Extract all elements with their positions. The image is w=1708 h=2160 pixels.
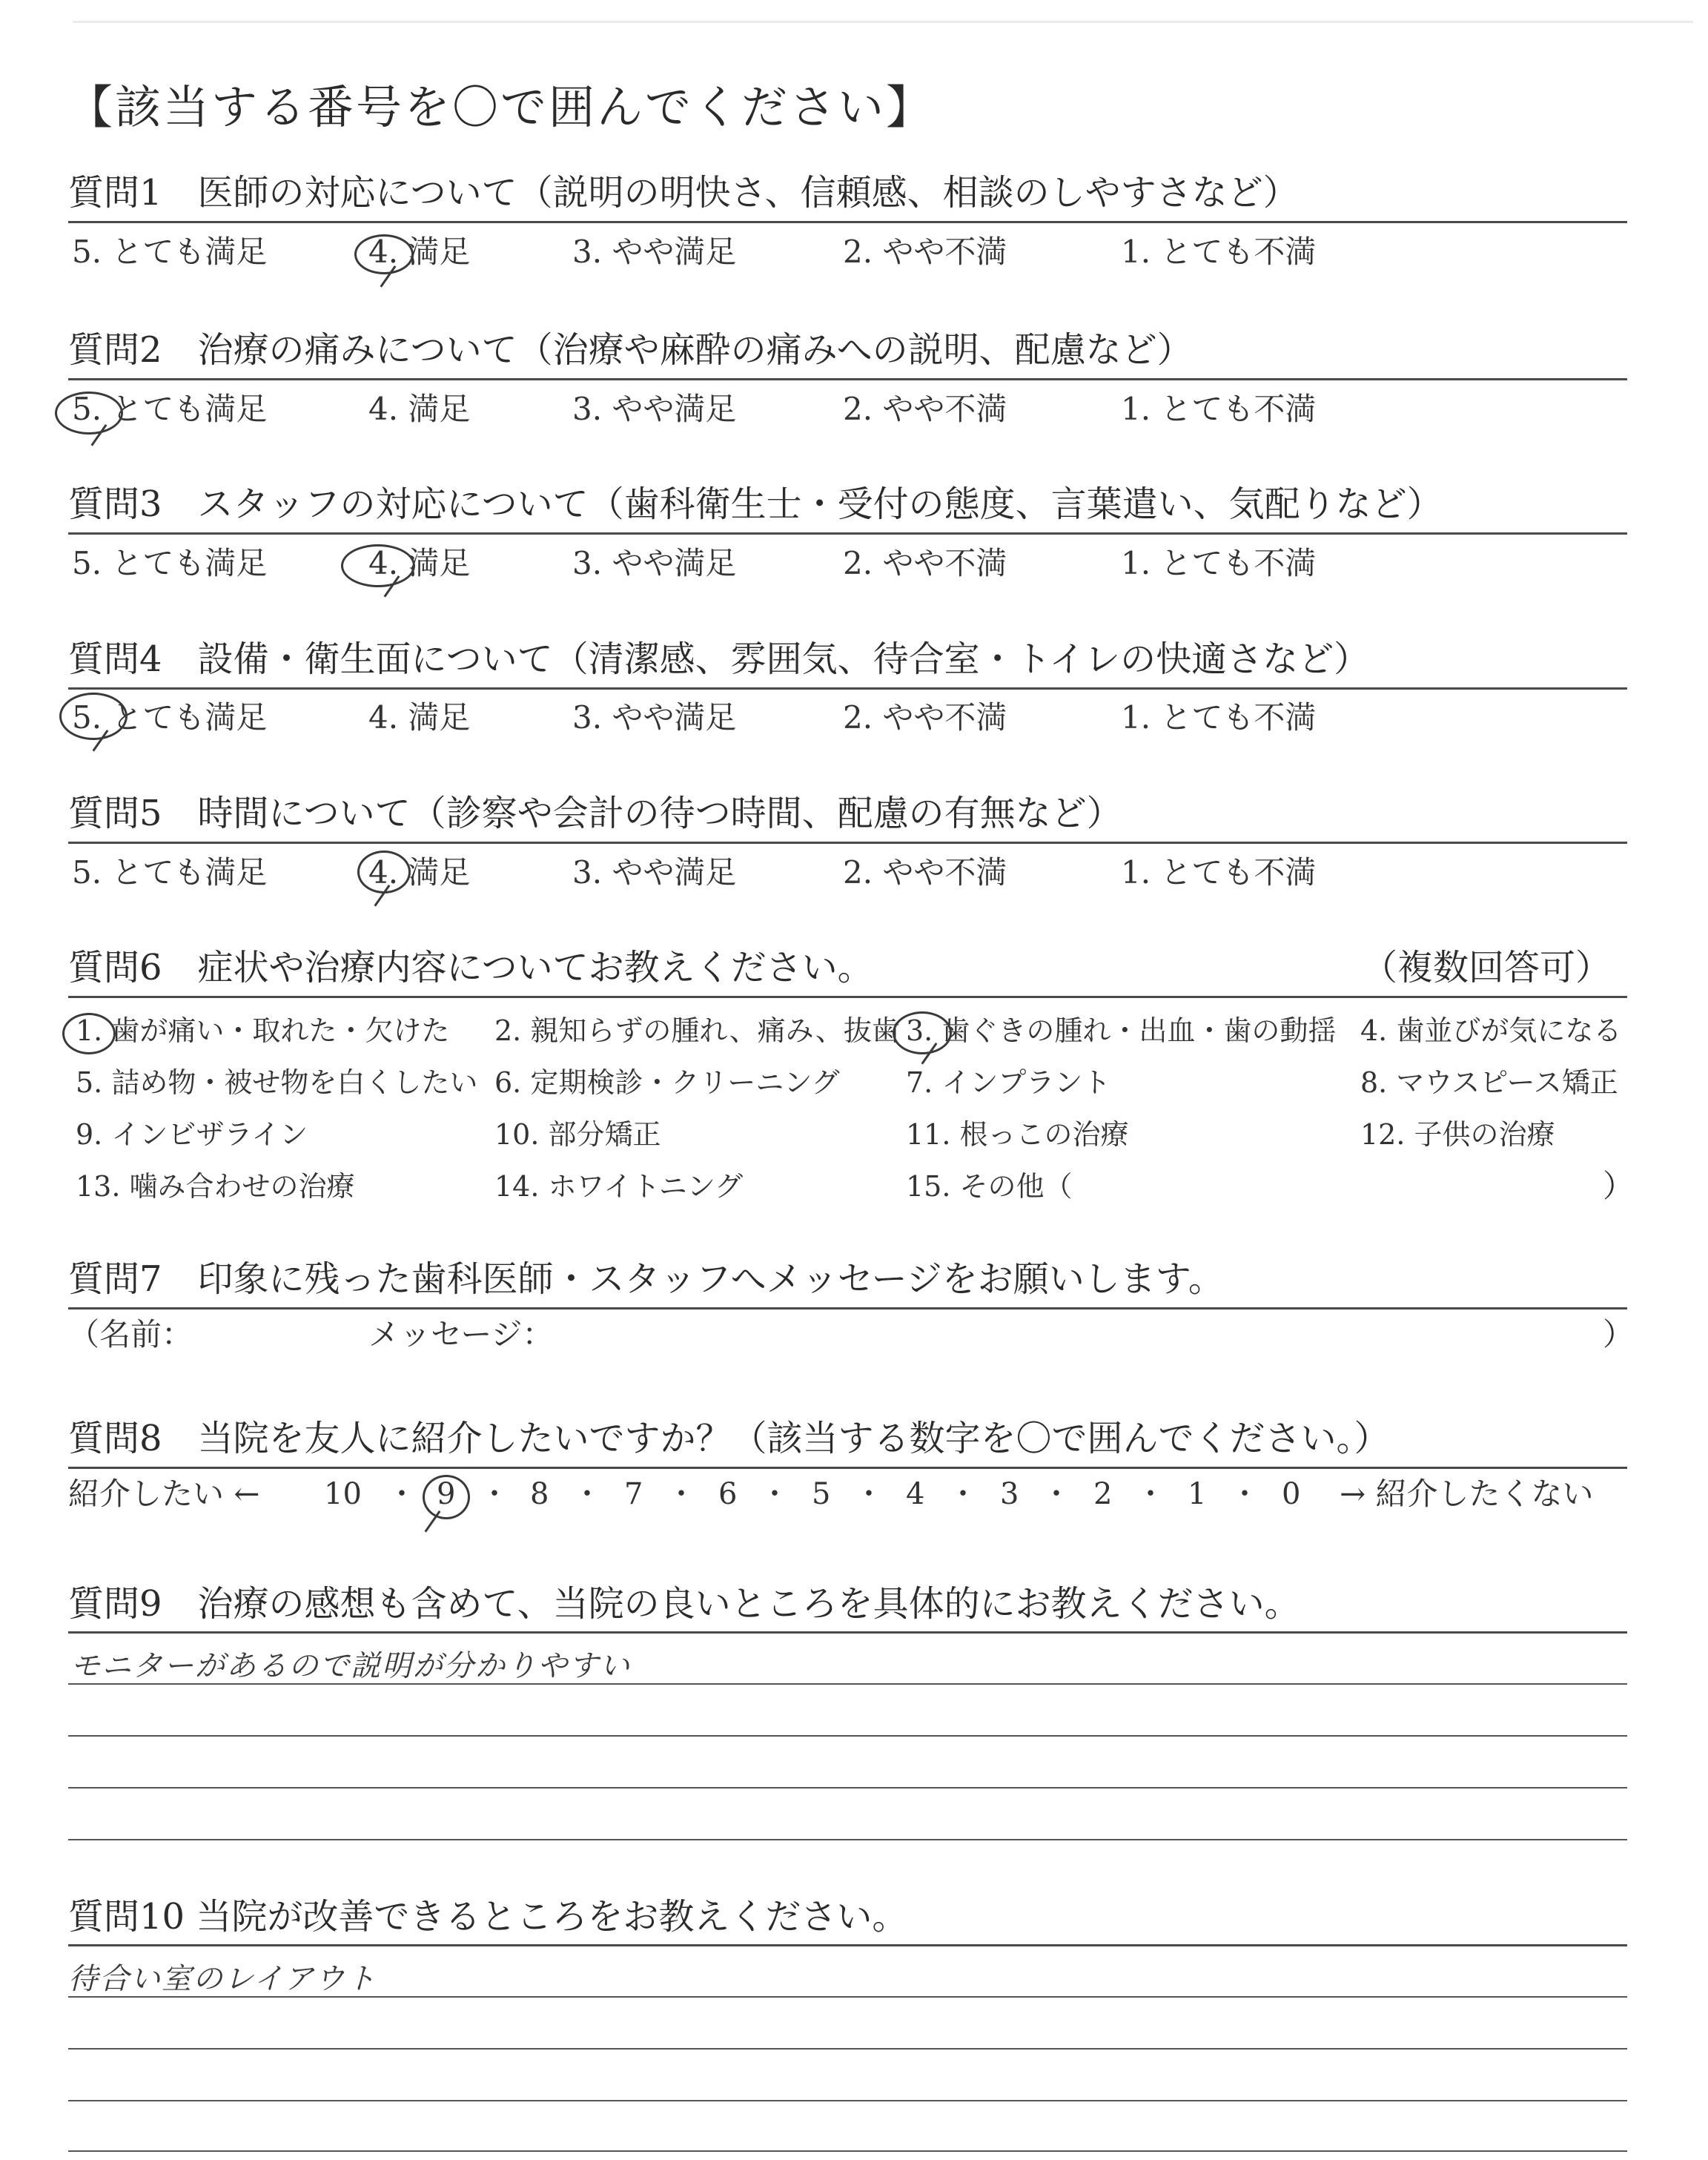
q9-handwritten-answer: モニターがあるので説明が分かりやすい: [70, 1649, 631, 1683]
q10-answer-line-1: [68, 1996, 1627, 1998]
q6-item-7[interactable]: 7. インプラント: [906, 1066, 1111, 1099]
q2-option-2[interactable]: 2. やや不満: [843, 391, 1007, 427]
question-2-title: 質問2 治療の痛みについて（治療や麻酔の痛みへの説明、配慮など）: [68, 329, 1193, 371]
q8-value-2[interactable]: 2: [1093, 1477, 1113, 1511]
question-10-title: 質問10 当院が改善できるところをお教えください。: [68, 1896, 908, 1938]
question-10: [68, 1891, 1625, 1943]
q1-option-2[interactable]: 2. やや不満: [843, 234, 1007, 270]
q10-answer-line-3: [68, 2100, 1627, 2101]
q5-option-3[interactable]: 3. やや満足: [572, 854, 737, 891]
question-1-rule: [68, 221, 1627, 223]
q8-sep-8: ・: [1042, 1477, 1071, 1511]
q6-item-1[interactable]: 1. 歯が痛い・取れた・欠けた: [76, 1014, 450, 1047]
q2-option-5[interactable]: 5. とても満足: [72, 391, 268, 427]
question-9: [68, 1578, 1625, 1630]
q8-value-8[interactable]: 8: [530, 1477, 549, 1511]
question-7: [68, 1253, 1625, 1305]
q8-sep-4: ・: [666, 1477, 696, 1511]
q8-value-6[interactable]: 6: [718, 1477, 738, 1511]
q6-item-12[interactable]: 12. 子供の治療: [1360, 1118, 1555, 1151]
q10-handwritten-answer: 待合い室のレイアウト: [68, 1962, 377, 1996]
q8-value-4[interactable]: 4: [906, 1477, 925, 1511]
q2-option-1[interactable]: 1. とても不満: [1121, 391, 1317, 427]
question-9-rule: [68, 1631, 1627, 1634]
q10-answer-line-4: [68, 2150, 1627, 2152]
q8-sep-7: ・: [948, 1477, 978, 1511]
q4-option-1[interactable]: 1. とても不満: [1121, 699, 1317, 736]
question-8: [68, 1413, 1625, 1464]
q6-item-11[interactable]: 11. 根っこの治療: [906, 1118, 1129, 1151]
q6-item-14[interactable]: 14. ホワイトニング: [494, 1170, 744, 1203]
q8-sep-9: ・: [1136, 1477, 1165, 1511]
q8-sep-1: ・: [387, 1477, 417, 1511]
q6-item-3[interactable]: 3. 歯ぐきの腫れ・出血・歯の動揺: [906, 1014, 1337, 1047]
q3-option-1[interactable]: 1. とても不満: [1121, 545, 1317, 581]
q7-name-label: （名前：: [68, 1316, 193, 1353]
question-10-rule: [68, 1944, 1627, 1946]
q4-option-5[interactable]: 5. とても満足: [72, 699, 268, 736]
q8-value-1[interactable]: 1: [1188, 1477, 1207, 1511]
q6-item-3-circle: [893, 1011, 952, 1054]
form-heading: 【該当する番号を〇で囲んでください】: [67, 80, 935, 134]
q3-option-2[interactable]: 2. やや不満: [843, 545, 1007, 581]
q9-answer-line-1: [68, 1683, 1627, 1685]
question-3-title: 質問3 スタッフの対応について（歯科衛生士・受付の態度、言葉遣い、気配りなど）: [68, 483, 1443, 525]
q5-option-2[interactable]: 2. やや不満: [843, 854, 1007, 891]
q6-item-15-close-paren: ）: [1603, 1168, 1635, 1204]
question-4: [68, 633, 1625, 685]
top-border: [73, 21, 1693, 23]
q10-answer-line-2: [68, 2048, 1627, 2050]
q8-selection-circle: [423, 1475, 470, 1519]
q8-right-label: → 紹介したくない: [1340, 1476, 1594, 1512]
q4-option-3[interactable]: 3. やや満足: [572, 699, 737, 736]
question-4-title: 質問4 設備・衛生面について（清潔感、雰囲気、待合室・トイレの快適さなど）: [68, 638, 1370, 680]
q6-item-9[interactable]: 9. インビザライン: [76, 1118, 308, 1151]
question-4-rule: [68, 687, 1627, 690]
question-7-title: 質問7 印象に残った歯科医師・スタッフへメッセージをお願いします。: [68, 1258, 1224, 1300]
question-8-title: 質問8 当院を友人に紹介したいですか？（該当する数字を〇で囲んでください。）: [68, 1418, 1390, 1459]
q4-option-4[interactable]: 4. 満足: [368, 699, 471, 736]
q6-item-8[interactable]: 8. マウスピース矯正: [1360, 1066, 1618, 1099]
q4-option-2[interactable]: 2. やや不満: [843, 699, 1007, 736]
q3-option-4[interactable]: 4. 満足: [368, 545, 471, 581]
question-2-rule: [68, 378, 1627, 380]
q7-message-label: メッセージ：: [368, 1316, 554, 1353]
q1-option-4[interactable]: 4. 満足: [368, 234, 471, 270]
q9-answer-line-4: [68, 1839, 1627, 1840]
q2-selection-circle: [55, 392, 123, 435]
q8-sep-3: ・: [572, 1477, 602, 1511]
q3-selection-circle: [341, 544, 415, 587]
q4-selection-circle: [59, 693, 128, 740]
question-1-title: 質問1 医師の対応について（説明の明快さ、信頼感、相談のしやすさなど）: [68, 172, 1299, 214]
question-3-rule: [68, 532, 1627, 535]
q2-option-3[interactable]: 3. やや満足: [572, 391, 737, 427]
q6-item-15[interactable]: 15. その他（: [906, 1170, 1073, 1203]
q8-left-label: 紹介したい ←: [68, 1476, 260, 1512]
q1-selection-circle: [354, 234, 414, 274]
q9-answer-line-3: [68, 1787, 1627, 1789]
q3-option-3[interactable]: 3. やや満足: [572, 545, 737, 581]
q6-item-1-circle: [62, 1013, 116, 1054]
q8-sep-2: ・: [480, 1477, 509, 1511]
q8-sep-10: ・: [1230, 1477, 1260, 1511]
q1-option-5[interactable]: 5. とても満足: [72, 234, 268, 270]
q6-item-5[interactable]: 5. 詰め物・被せ物を白くしたい: [76, 1066, 478, 1099]
q7-close-paren: ）: [1603, 1316, 1635, 1353]
q3-option-5[interactable]: 5. とても満足: [72, 545, 268, 581]
question-8-rule: [68, 1467, 1627, 1469]
q5-selection-circle: [357, 851, 411, 894]
q9-answer-line-2: [68, 1735, 1627, 1737]
question-9-title: 質問9 治療の感想も含めて、当院の良いところを具体的にお教えください。: [68, 1583, 1300, 1625]
q8-value-10[interactable]: 10: [324, 1477, 362, 1511]
q8-sep-5: ・: [760, 1477, 790, 1511]
question-5-title: 質問5 時間について（診察や会計の待つ時間、配慮の有無など）: [68, 793, 1122, 834]
question-5: [68, 787, 1625, 839]
question-6-title: 質問6 症状や治療内容についてお教えください。: [68, 947, 873, 988]
q8-value-5[interactable]: 5: [812, 1477, 831, 1511]
question-6-rule: [68, 996, 1627, 998]
q5-option-1[interactable]: 1. とても不満: [1121, 854, 1317, 891]
q8-value-7[interactable]: 7: [624, 1477, 643, 1511]
question-6-note: （複数回答可）: [1362, 947, 1612, 988]
question-2: [68, 324, 1625, 376]
q1-option-1[interactable]: 1. とても不満: [1121, 234, 1317, 270]
q6-item-4[interactable]: 4. 歯並びが気になる: [1360, 1014, 1622, 1047]
q6-item-6[interactable]: 6. 定期検診・クリーニング: [494, 1066, 840, 1099]
q5-option-4[interactable]: 4. 満足: [368, 854, 471, 891]
q8-value-9[interactable]: 9: [437, 1477, 456, 1511]
question-5-rule: [68, 842, 1627, 844]
q6-item-10[interactable]: 10. 部分矯正: [494, 1118, 661, 1151]
q6-item-2[interactable]: 2. 親知らずの腫れ、痛み、抜歯: [494, 1014, 900, 1047]
q8-sep-6: ・: [854, 1477, 884, 1511]
question-6: [68, 942, 1625, 994]
q8-value-0[interactable]: 0: [1282, 1477, 1301, 1511]
q5-option-5[interactable]: 5. とても満足: [72, 854, 268, 891]
q1-option-3[interactable]: 3. やや満足: [572, 234, 737, 270]
q2-option-4[interactable]: 4. 満足: [368, 391, 471, 427]
question-3: [68, 478, 1625, 530]
question-7-rule: [68, 1307, 1627, 1309]
q6-item-13[interactable]: 13. 噛み合わせの治療: [76, 1170, 355, 1203]
question-1: [68, 167, 1625, 219]
q8-value-3[interactable]: 3: [1000, 1477, 1019, 1511]
